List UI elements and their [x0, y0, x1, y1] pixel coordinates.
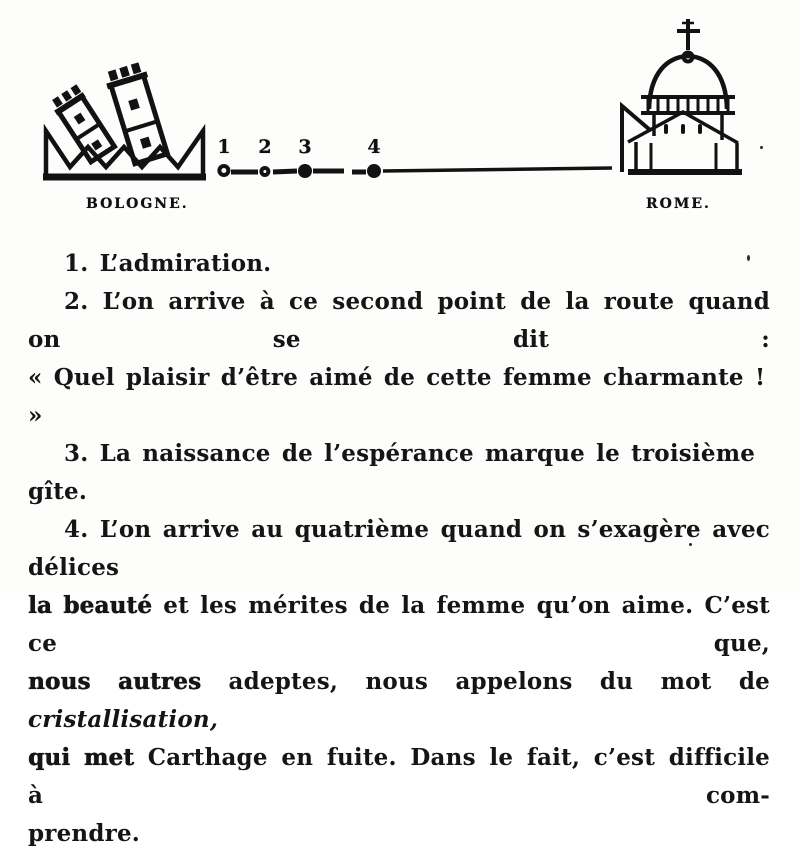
text-segment: nous autres	[28, 668, 202, 695]
text-line	[28, 739, 770, 815]
text-segment: 2. L’on arrive à ce second point de la route quand on se dit :	[28, 288, 770, 353]
road-diagram	[0, 0, 800, 240]
text-line	[28, 245, 770, 283]
route-stage-4	[367, 137, 381, 178]
text-segment: adeptes, nous appelons du mot de	[201, 668, 771, 695]
route-stage-dot	[298, 164, 312, 178]
route-stage-dot	[367, 164, 381, 178]
text-line	[28, 511, 770, 587]
route-stage-dot	[217, 164, 230, 177]
text-line	[28, 815, 770, 853]
text-line	[28, 435, 770, 511]
text-line	[28, 587, 770, 663]
route-stage-2	[258, 137, 271, 177]
text-segment: prendre.	[28, 820, 140, 847]
route-stage-dot	[259, 166, 270, 177]
scan-speck	[760, 146, 763, 149]
rome-label: ROME.	[646, 196, 711, 212]
text-segment: la beauté	[28, 592, 153, 619]
text-segment: 3. La naissance de l’espérance marque le troisième gîte.	[28, 440, 756, 505]
route-stage-3	[298, 137, 312, 178]
route-stage-number: 2	[258, 136, 272, 158]
route-stage-number: 3	[298, 136, 312, 158]
scan-speck	[747, 255, 750, 261]
text-segment: 4. L’on arrive au quatrième quand on s’exagère avec délices	[28, 516, 770, 581]
route-stage-number: 4	[367, 136, 381, 158]
body-text	[28, 245, 770, 853]
route-stage-1	[217, 137, 230, 177]
text-segment: et les mérites de la femme qu’on aime. C’est ce que,	[28, 592, 771, 657]
text-segment: 1. L’admiration.	[64, 250, 272, 277]
italic-term: cristallisation,	[28, 706, 219, 733]
scan-speck	[689, 543, 692, 546]
text-line	[28, 283, 770, 359]
text-segment: Carthage en fuite. Dans le fait, c’est difficile à com-	[28, 744, 770, 809]
text-line	[28, 359, 770, 435]
route-stage-number: 1	[217, 136, 231, 158]
text-segment: « Quel plaisir d’être aimé de cette femme charmante ! »	[28, 364, 766, 429]
bologna-label: BOLOGNE.	[86, 196, 189, 212]
text-segment: qui met	[28, 744, 135, 771]
text-line	[28, 663, 770, 739]
